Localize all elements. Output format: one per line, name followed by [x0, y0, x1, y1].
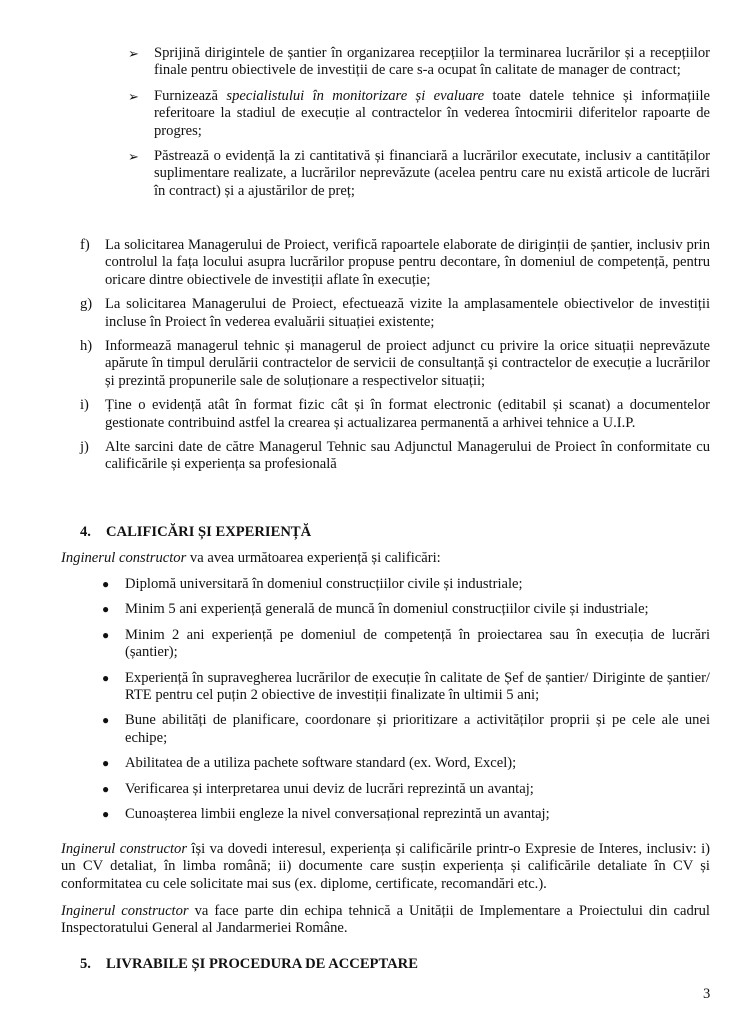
list-item-text: Verificarea și interpretarea unui deviz de lucrări reprezintă un avantaj; — [125, 780, 534, 797]
list-item-text: La solicitarea Managerului de Proiect, verifică rapoartele elaborate de diriginții de șantier, inclusiv prin controlul la fața locului asupra lucrărilor propuse pentru decontare, în domeniul de competență, pentru oricare dintre obiectivele de investiții aflate în execuție; — [105, 237, 710, 288]
emphasis-text: Inginerul constructor — [61, 550, 187, 566]
bullet-icon: ● — [102, 577, 110, 591]
list-item-text: Alte sarcini date de către Managerul Tehnic sau Adjunctul Managerului de Proiect în conformitate cu calificările și experiența sa profesională — [105, 439, 710, 473]
list-item — [99, 712, 710, 747]
bullet-icon: ● — [102, 807, 110, 822]
section-heading-qualifications — [80, 524, 311, 541]
list-marker: j) — [80, 439, 89, 456]
arrow-bullet-icon: ➢ — [128, 88, 139, 104]
list-item — [80, 296, 710, 331]
section-heading-deliverables — [80, 956, 418, 973]
list-marker: h) — [80, 338, 93, 355]
list-item — [99, 781, 710, 798]
list-item-text: Păstrează o evidență la zi cantitativă și financiară a lucrărilor executate, inclusiv a cantităților suplimentare realizate, a lucrărilor neprevăzute (acelea pentru care nu există articole de lucrări în contract) și a ajustărilor de preț; — [154, 148, 710, 199]
list-item-text: Cunoașterea limbii engleze la nivel conversațional reprezintă un avantaj; — [125, 806, 550, 823]
list-item-text: Minim 2 ani experiență pe domeniul de competență în proiectarea sau în execuția de lucrări (șantier); — [125, 626, 710, 661]
responsibilities-arrow-list — [128, 45, 710, 208]
list-marker: i) — [80, 397, 89, 414]
list-item-text: Experiență în supravegherea lucrărilor de execuție în calitate de Șef de șantier/ Diriginte de șantier/ RTE pentru cel puțin 2 obiective de investiții finalizate în ultimii 5 ani; — [125, 669, 710, 704]
qualifications-intro: Inginerul constructor va avea următoarea experiență și calificări: — [61, 550, 441, 566]
emphasis-text: Inginerul constructor — [61, 841, 188, 857]
list-item-text: Minim 5 ani experiență generală de muncă în domeniul construcțiilor civile și industriale; — [125, 601, 649, 618]
list-item — [80, 439, 710, 474]
list-item — [99, 601, 710, 618]
list-item — [99, 806, 710, 823]
list-item — [128, 148, 710, 200]
bullet-icon: ● — [102, 602, 110, 617]
list-item-text: Diplomă universitară în domeniul construcțiilor civile și industriale; — [125, 576, 523, 592]
list-item — [99, 627, 710, 662]
list-item-text: Sprijină dirigintele de șantier în organizarea recepțiilor la terminarea lucrărilor și a recepțiilor finale pentru obiectivele de investiții de care s-a ocupat în calitate de manager de contract; — [154, 45, 710, 79]
qualifications-bullet-list — [99, 576, 710, 831]
list-item-text: La solicitarea Managerului de Proiect, efectuează vizite la amplasamentele obiectivelor de investiții incluse în Proiect în vederea evaluării situației existente; — [105, 296, 710, 330]
arrow-bullet-icon: ➢ — [128, 46, 139, 61]
bullet-icon: ● — [102, 627, 110, 642]
responsibilities-lettered-list — [80, 237, 710, 481]
list-item — [99, 755, 710, 772]
bullet-icon: ● — [102, 670, 110, 685]
team-membership-paragraph: Inginerul constructor va face parte din echipa tehnică a Unității de Implementare a Proiectului din cadrul Inspectoratului General al Jandarmeriei Române. — [61, 903, 710, 937]
list-marker: g) — [80, 296, 93, 313]
bullet-icon: ● — [102, 756, 110, 771]
list-item — [128, 88, 710, 140]
list-marker: f) — [80, 237, 90, 253]
bullet-icon: ● — [102, 781, 110, 796]
list-item — [99, 576, 710, 593]
list-item-text: Abilitatea de a utiliza pachete software standard (ex. Word, Excel); — [125, 755, 517, 772]
emphasis-text: Inginerul constructor — [61, 903, 189, 919]
list-item-text: Informează managerul tehnic și managerul de proiect adjunct cu privire la orice situații neprevăzute apărute în timpul derulării contractelor de servicii de consultanță și contractelor de execuție a lucrărilor și prezintă propunerile sale de soluționare a respectivelor situații; — [105, 338, 710, 389]
list-item-text: Ține o evidență atât în format fizic cât și în format electronic (editabil și scanat) a documentelor gestionate contribuind astfel la crearea și actualizarea permanentă a arhivei tehnice a U.I.P. — [105, 397, 710, 431]
list-item — [80, 397, 710, 432]
bullet-icon: ● — [102, 713, 110, 728]
expression-of-interest-paragraph: Inginerul constructor își va dovedi interesul, experiența și calificările printr-o Expresie de Interes, inclusiv: i) un CV detaliat, în limba română; ii) documente care susțin experiența și calificările detaliate în CV și conformitatea cu cele solicitate mai sus (ex. diplome, certificate, recomandări etc.). — [61, 841, 710, 892]
section-title: CALIFICĂRI ȘI EXPERIENȚĂ — [106, 524, 312, 540]
list-item — [128, 45, 710, 80]
page-number: 3 — [703, 986, 711, 1002]
list-item-text: Bune abilități de planificare, coordonare și prioritizare a activităților proprii și pe cele ale unei echipe; — [125, 712, 710, 746]
arrow-bullet-icon: ➢ — [128, 149, 139, 165]
list-item-text: Furnizează specialistului în monitorizare și evaluare toate datele tehnice și informațiile referitoare la stadiul de execuție al contractelor în vederea întocmirii diferitelor rapoarte de progres; — [154, 87, 710, 139]
list-item — [99, 670, 710, 705]
list-item — [80, 237, 710, 289]
emphasis-text: specialistului în monitorizare și evaluare — [226, 87, 485, 104]
list-item — [80, 338, 710, 390]
section-title: LIVRABILE ȘI PROCEDURA DE ACCEPTARE — [106, 956, 418, 972]
section-number: 4. — [80, 524, 91, 540]
section-number: 5. — [80, 956, 91, 972]
